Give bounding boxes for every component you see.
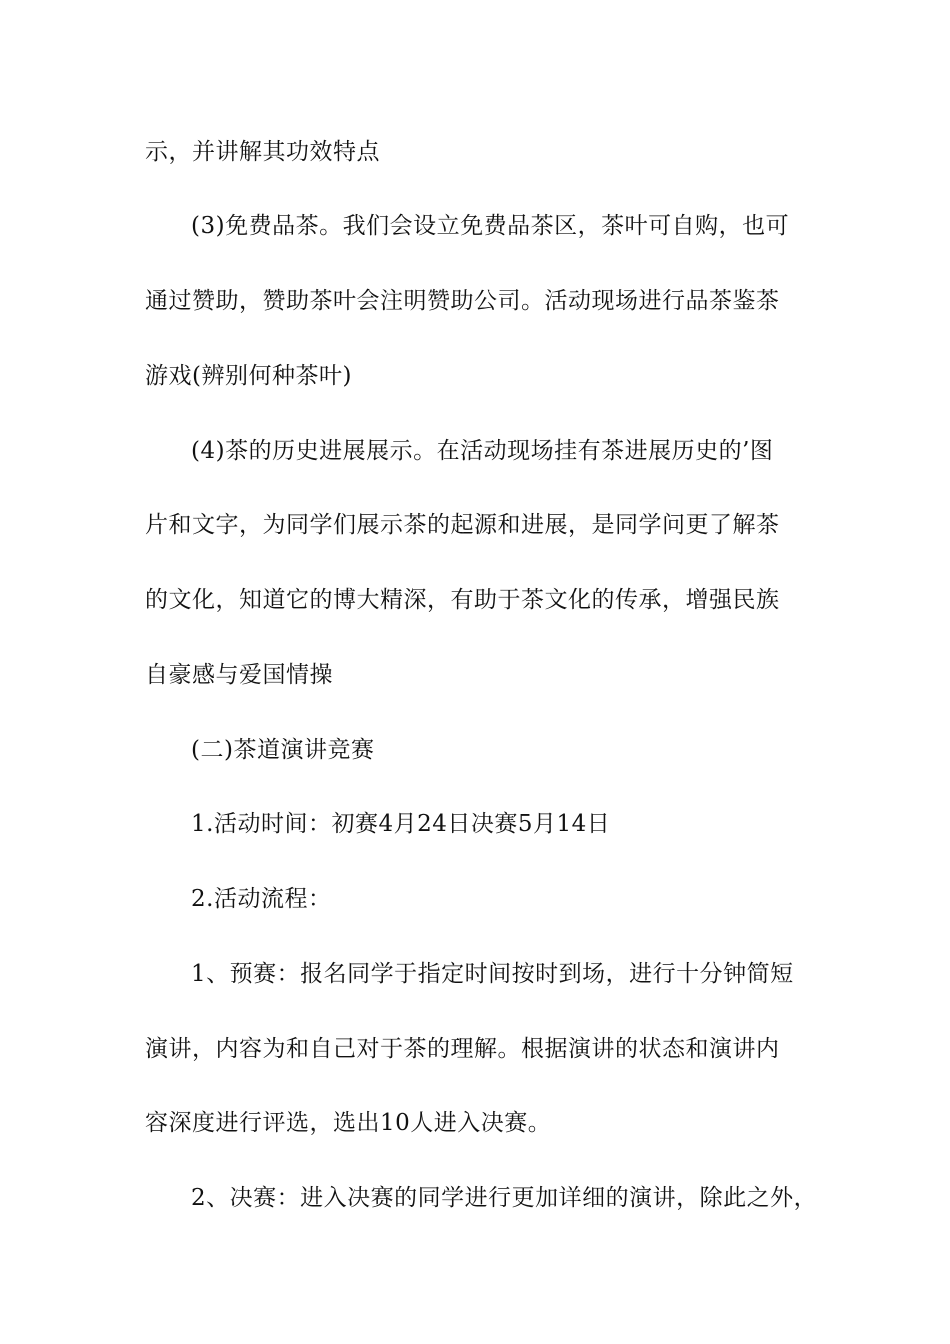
text-line: 通过赞助，赞助茶叶会注明赞助公司。活动现场进行品茶鉴茶 [145,288,780,314]
text-line: 2、决赛：进入决赛的同学进行更加详细的演讲，除此之外， [191,1185,818,1211]
text-line: 1、预赛：报名同学于指定时间按时到场，进行十分钟简短 [191,961,794,987]
text-line: 自豪感与爱国情操 [145,662,333,688]
text-line: 1.活动时间：初赛4月24日决赛5月14日 [191,811,611,837]
section-heading: (二)茶道演讲竞赛 [191,737,375,763]
text-line: 游戏(辨别何种茶叶) [145,363,352,389]
text-line: 演讲，内容为和自己对于茶的理解。根据演讲的状态和演讲内 [145,1036,780,1062]
text-line: (3)免费品茶。我们会设立免费品茶区，茶叶可自购，也可 [191,213,790,239]
text-line: 片和文字，为同学们展示茶的起源和进展，是同学问更了解茶 [145,512,780,538]
text-line: 的文化，知道它的博大精深，有助于茶文化的传承，增强民族 [145,587,780,613]
text-line: 示，并讲解其功效特点 [145,139,380,165]
text-line: 容深度进行评选，选出10人进入决赛。 [145,1110,552,1136]
text-line: 2.活动流程： [191,886,332,912]
text-line: (4)茶的历史进展展示。在活动现场挂有茶进展历史的’图 [191,438,774,464]
